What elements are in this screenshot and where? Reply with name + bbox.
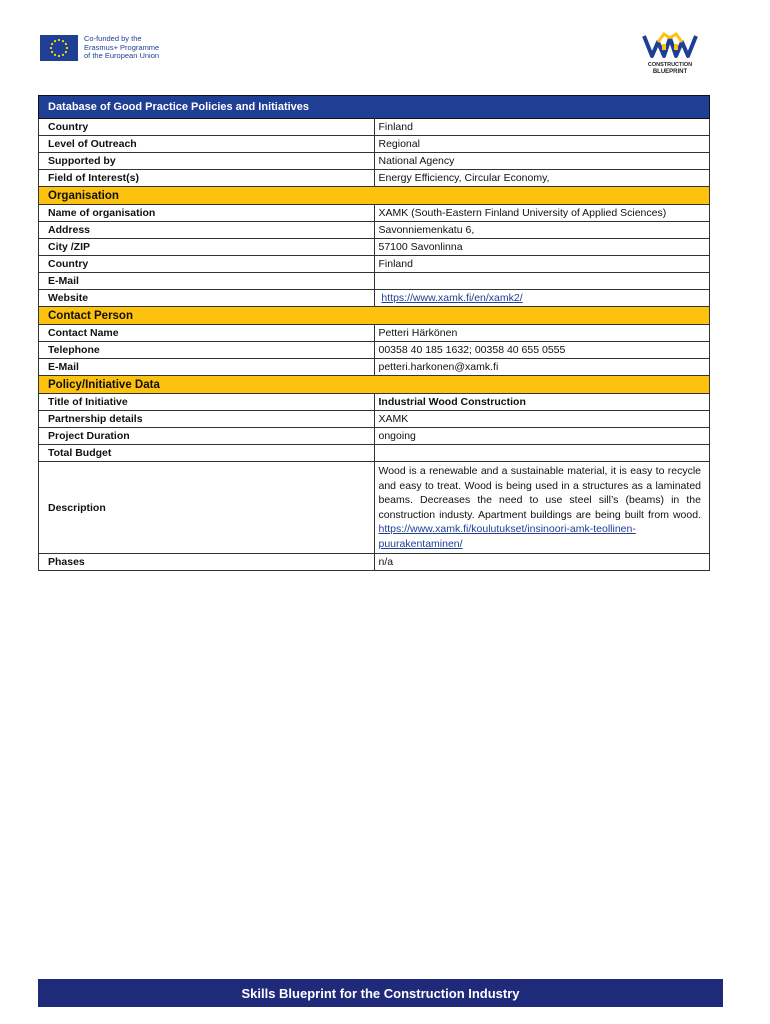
table-row-description: [39, 462, 710, 554]
row-label: Country: [39, 119, 375, 136]
table-row: [39, 136, 710, 153]
row-value: [374, 273, 710, 290]
table-row: [39, 428, 710, 445]
table-row: [39, 273, 710, 290]
row-value: National Agency: [374, 153, 710, 170]
section-heading: Contact Person: [39, 307, 710, 325]
eu-logo-text: [84, 35, 159, 61]
row-value: [374, 445, 710, 462]
row-value: Energy Efficiency, Circular Economy,: [374, 170, 710, 187]
section-policy-initiative: [39, 376, 710, 394]
row-value: XAMK (South-Eastern Finland University of Applied Sciences): [374, 205, 710, 222]
row-label: E-Mail: [39, 273, 375, 290]
description-link[interactable]: https://www.xamk.fi/koulutukset/insinoori-amk-teollinen-puurakentaminen/: [378, 523, 636, 550]
row-label: Field of Interest(s): [39, 170, 375, 187]
row-value: Finland: [374, 119, 710, 136]
row-label: Project Duration: [39, 428, 375, 445]
section-organisation: [39, 187, 710, 205]
row-label: Description: [39, 462, 375, 554]
row-label: Telephone: [39, 342, 375, 359]
row-label: Country: [39, 256, 375, 273]
logo-text-construction: CONSTRUCTION: [647, 62, 693, 68]
footer-text: Skills Blueprint for the Construction Industry: [241, 985, 520, 1001]
table-title: Database of Good Practice Policies and Initiatives: [39, 96, 710, 119]
row-value: Regional: [374, 136, 710, 153]
section-contact-person: [39, 307, 710, 325]
row-label: Title of Initiative: [39, 394, 375, 411]
row-value: Savonniemenkatu 6,: [374, 222, 710, 239]
logo-text-blueprint: BLUEPRINT: [652, 69, 688, 75]
table-row: [39, 290, 710, 307]
row-value: ongoing: [374, 428, 710, 445]
row-label: E-Mail: [39, 359, 375, 376]
table-row: [39, 325, 710, 342]
table-row: [39, 239, 710, 256]
row-value: [374, 290, 710, 307]
construction-blueprint-logo: [642, 30, 698, 76]
table-row: [39, 554, 710, 571]
row-label: Website: [39, 290, 375, 307]
section-heading: Policy/Initiative Data: [39, 376, 710, 394]
row-value: 57100 Savonlinna: [374, 239, 710, 256]
table-row: [39, 256, 710, 273]
table-row: [39, 205, 710, 222]
row-value: Petteri Härkönen: [374, 325, 710, 342]
row-label: Address: [39, 222, 375, 239]
table-row: [39, 445, 710, 462]
table-row: [39, 359, 710, 376]
section-heading: Organisation: [39, 187, 710, 205]
row-value: 00358 40 185 1632; 00358 40 655 0555: [374, 342, 710, 359]
row-value: Industrial Wood Construction: [374, 394, 710, 411]
row-label: Supported by: [39, 153, 375, 170]
row-label: Name of organisation: [39, 205, 375, 222]
row-label: Contact Name: [39, 325, 375, 342]
table-row: [39, 153, 710, 170]
eu-line-3: of the European Union: [84, 51, 160, 61]
table-title-row: [39, 96, 710, 119]
table-row: [39, 119, 710, 136]
description-cell: [374, 462, 710, 554]
table-row: [39, 411, 710, 428]
table-row: [39, 222, 710, 239]
good-practice-table: [38, 95, 710, 571]
row-label: City /ZIP: [39, 239, 375, 256]
row-label: Level of Outreach: [39, 136, 375, 153]
eu-line-1: Co-funded by the: [84, 34, 142, 44]
row-label: Partnership details: [39, 411, 375, 428]
eu-line-2: Erasmus+ Programme: [84, 42, 160, 52]
website-link[interactable]: https://www.xamk.fi/en/xamk2/: [381, 292, 523, 304]
row-value: petteri.harkonen@xamk.fi: [374, 359, 710, 376]
description-text: Wood is a renewable and a sustainable material, it is easy to recycle and easy to treat. Wood is being used in a structures as a laminated beams. Decreases the need to use steel sill’s (beams) in the construction industy. Apartment buildings are being built from wood.: [378, 465, 701, 521]
footer-banner: [38, 979, 723, 1007]
row-value: XAMK: [374, 411, 710, 428]
eu-cofunded-logo: [40, 35, 159, 61]
table-row: [39, 394, 710, 411]
eu-flag-icon: [40, 35, 78, 61]
table-row: [39, 170, 710, 187]
row-value: Finland: [374, 256, 710, 273]
row-value: n/a: [374, 554, 710, 571]
row-label: Phases: [39, 554, 375, 571]
row-label: Total Budget: [39, 445, 375, 462]
table-row: [39, 342, 710, 359]
